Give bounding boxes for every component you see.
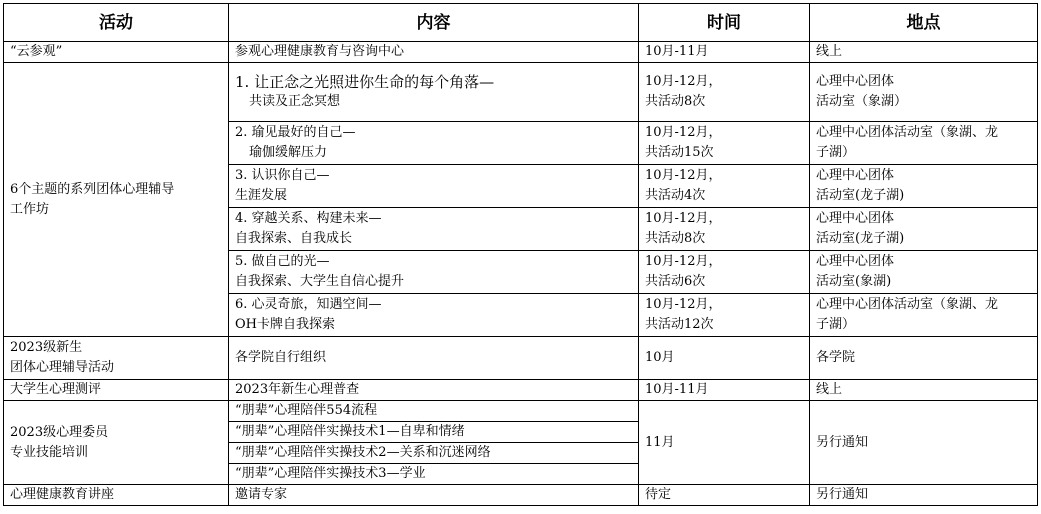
header-place: 地点: [810, 4, 1038, 42]
place-line: 心理中心团体活动室（象湖、龙: [816, 297, 999, 312]
activity-cell: 大学生心理测评: [4, 380, 229, 401]
table-row: [4, 380, 1038, 401]
header-time: 时间: [639, 4, 810, 42]
activity-line: 工作坊: [10, 201, 50, 217]
activity-line: 6个主题的系列团体心理辅导: [10, 181, 175, 197]
time-line: 共活动12次: [645, 317, 714, 332]
content-cell: [229, 251, 639, 294]
time-cell: [639, 165, 810, 208]
schedule-sheet: [3, 3, 1037, 506]
time-line: 10月-12月，: [645, 168, 722, 183]
time-cell: 11月: [639, 401, 810, 485]
time-cell: 10月-11月: [639, 42, 810, 63]
place-cell: 线上: [810, 42, 1038, 63]
place-line: 心理中心团体: [816, 254, 895, 269]
activity-line: 团体心理辅导活动: [10, 360, 115, 375]
place-cell: 线上: [810, 380, 1038, 401]
time-line: 10月-12月，: [645, 254, 722, 269]
activity-cell: 心理健康教育讲座: [4, 485, 229, 506]
time-cell: [639, 122, 810, 165]
content-cell: “朋辈”心理陪伴实操技术1—自卑和情绪: [229, 422, 639, 443]
place-line: 心理中心团体活动室（象湖、龙: [816, 125, 999, 140]
content-line: 自我探索、大学生自信心提升: [235, 274, 405, 289]
content-line: 生涯发展: [235, 188, 288, 203]
content-cell: “朋辈”心理陪伴实操技术2—关系和沉迷网络: [229, 443, 639, 464]
activity-cell: [4, 401, 229, 485]
content-cell: [229, 165, 639, 208]
activity-cell: [4, 63, 229, 337]
activity-line: 2023级新生: [10, 340, 83, 355]
time-cell: [639, 63, 810, 122]
time-line: 共活动8次: [645, 231, 706, 246]
place-line: 活动室(龙子湖): [816, 231, 905, 246]
time-line: 10月-12月，: [645, 125, 722, 140]
place-line: 心理中心团体: [816, 74, 895, 89]
table-row: [4, 42, 1038, 63]
content-line: 共读及正念冥想: [249, 94, 341, 109]
activity-cell: [4, 337, 229, 380]
time-line: 共活动8次: [645, 94, 706, 109]
content-line: OH卡牌自我探索: [235, 317, 335, 332]
place-cell: 各学院: [810, 337, 1038, 380]
place-cell: [810, 294, 1038, 337]
place-cell: [810, 251, 1038, 294]
place-cell: [810, 122, 1038, 165]
content-cell: “朋辈”心理陪伴554流程: [229, 401, 639, 422]
header-row: [4, 4, 1038, 42]
content-cell: “朋辈”心理陪伴实操技术3—学业: [229, 464, 639, 485]
content-cell: 2023年新生心理普查: [229, 380, 639, 401]
place-line: 活动室(龙子湖): [816, 188, 905, 203]
activity-line: 2023级心理委员: [10, 424, 109, 440]
time-cell: 10月-11月: [639, 380, 810, 401]
content-cell: [229, 294, 639, 337]
time-cell: 待定: [639, 485, 810, 506]
content-line: 6. 心灵奇旅，知遇空间—: [235, 297, 382, 312]
activity-schedule-table: [3, 3, 1038, 506]
content-cell: [229, 63, 639, 122]
content-cell: [229, 122, 639, 165]
time-cell: 10月: [639, 337, 810, 380]
header-activity: 活动: [4, 4, 229, 42]
time-line: 10月-12月，: [645, 297, 722, 312]
place-line: 心理中心团体: [816, 168, 895, 183]
place-line: 活动室（象湖）: [816, 94, 908, 109]
content-cell: [229, 208, 639, 251]
place-cell: [810, 63, 1038, 122]
place-line: 心理中心团体: [816, 211, 895, 226]
place-cell: 另行通知: [810, 401, 1038, 485]
time-line: 10月-12月，: [645, 74, 722, 89]
time-cell: [639, 208, 810, 251]
content-line: 2. 瑜见最好的自己—: [235, 125, 356, 140]
header-content: 内容: [229, 4, 639, 42]
table-row: [4, 401, 1038, 422]
activity-line: 专业技能培训: [10, 444, 89, 460]
content-cell: 参观心理健康教育与咨询中心: [229, 42, 639, 63]
time-line: 共活动6次: [645, 274, 706, 289]
content-line: 4. 穿越关系、构建未来—: [235, 211, 382, 226]
time-cell: [639, 294, 810, 337]
table-row: [4, 337, 1038, 380]
content-line: 自我探索、自我成长: [235, 231, 353, 246]
time-line: 共活动15次: [645, 145, 714, 160]
content-cell: 邀请专家: [229, 485, 639, 506]
place-line: 子湖）: [816, 317, 856, 332]
content-line: 3. 认识你自己—: [235, 168, 330, 183]
table-row: [4, 63, 1038, 122]
content-line: 5. 做自己的光—: [235, 254, 330, 269]
place-cell: [810, 208, 1038, 251]
place-line: 活动室(象湖): [816, 274, 892, 289]
place-cell: 另行通知: [810, 485, 1038, 506]
time-cell: [639, 251, 810, 294]
place-line: 子湖）: [816, 145, 856, 160]
activity-cell: “云参观”: [4, 42, 229, 63]
time-line: 共活动4次: [645, 188, 706, 203]
time-line: 10月-12月，: [645, 211, 722, 226]
place-cell: [810, 165, 1038, 208]
content-line: 1. 让正念之光照进你生命的每个角落—: [235, 73, 495, 91]
table-row: [4, 485, 1038, 506]
content-cell: 各学院自行组织: [229, 337, 639, 380]
content-line: 瑜伽缓解压力: [249, 145, 328, 160]
